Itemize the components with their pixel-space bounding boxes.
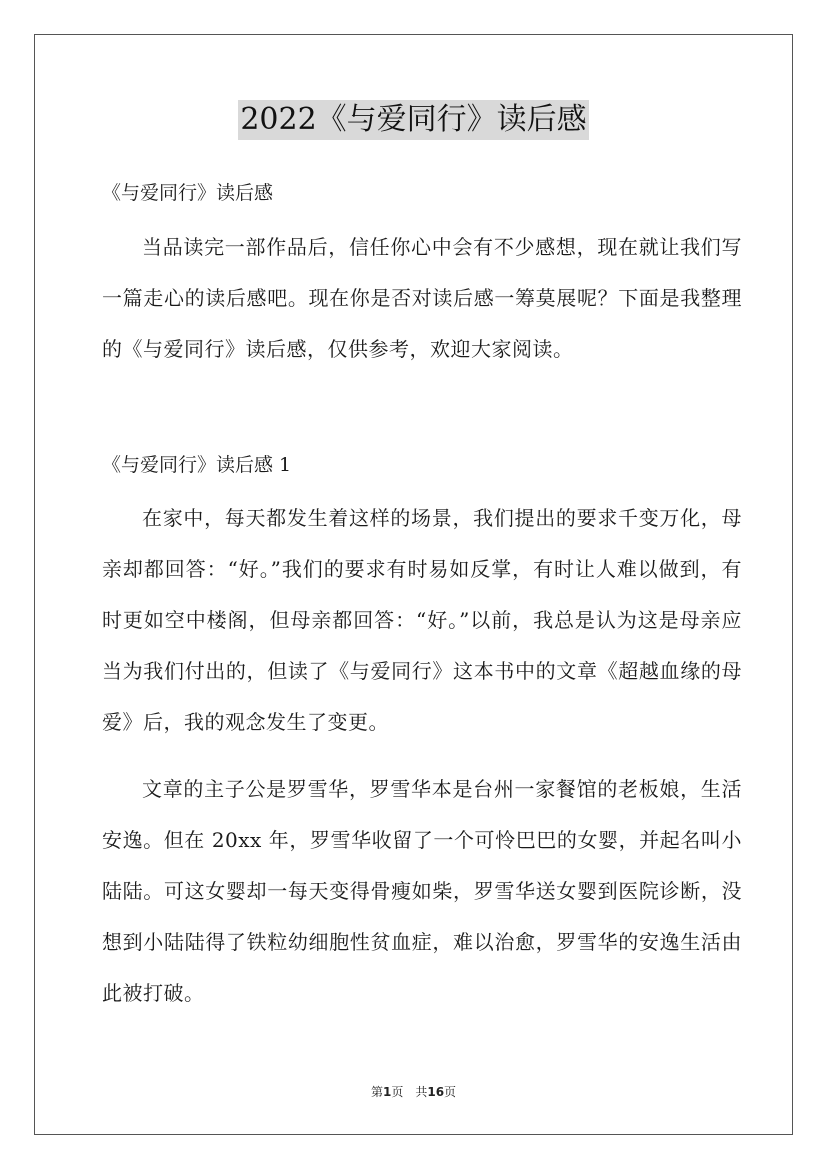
body-paragraph-1: 在家中，每天都发生着这样的场景，我们提出的要求千变万化，母亲却都回答：“好。”我们的要求有时易如反掌，有时让人难以做到，有时更如空中楼阁，但母亲都回答：“好。”以前，我总是认为这是母亲应当为我们付出的，但读了《与爱同行》这本书中的文章《超越血缘的母爱》后，我的观念发生了变更。 [102, 506, 742, 734]
page-footer [0, 1084, 827, 1100]
page-prefix: 第 [370, 1085, 383, 1099]
page-number-total: 16 [427, 1085, 445, 1099]
section-heading: 《与爱同行》读后感 1 [102, 454, 292, 476]
title-container [0, 100, 827, 140]
total-suffix: 页 [444, 1085, 457, 1099]
page-suffix: 页 [391, 1085, 404, 1099]
page-number-current: 1 [382, 1085, 392, 1099]
intro-paragraph: 当品读完一部作品后，信任你心中会有不少感想，现在就让我们写一篇走心的读后感吧。现在你是否对读后感一筹莫展呢？下面是我整理的《与爱同行》读后感，仅供参考，欢迎大家阅读。 [102, 235, 742, 361]
subtitle-heading: 《与爱同行》读后感 [102, 182, 274, 204]
total-prefix: 共 [415, 1085, 428, 1099]
body-paragraph-2: 文章的主子公是罗雪华，罗雪华本是台州一家餐馆的老板娘，生活安逸。但在 20xx 年，罗雪华收留了一个可怜巴巴的女婴，并起名叫小陆陆。可这女婴却一每天变得骨瘦如柴，罗雪华送女婴到医院诊断，没想到小陆陆得了铁粒幼细胞性贫血症，难以治愈，罗雪华的安逸生活由此被打破。 [102, 777, 742, 1005]
document-title: 2022《与爱同行》读后感 [238, 100, 588, 140]
